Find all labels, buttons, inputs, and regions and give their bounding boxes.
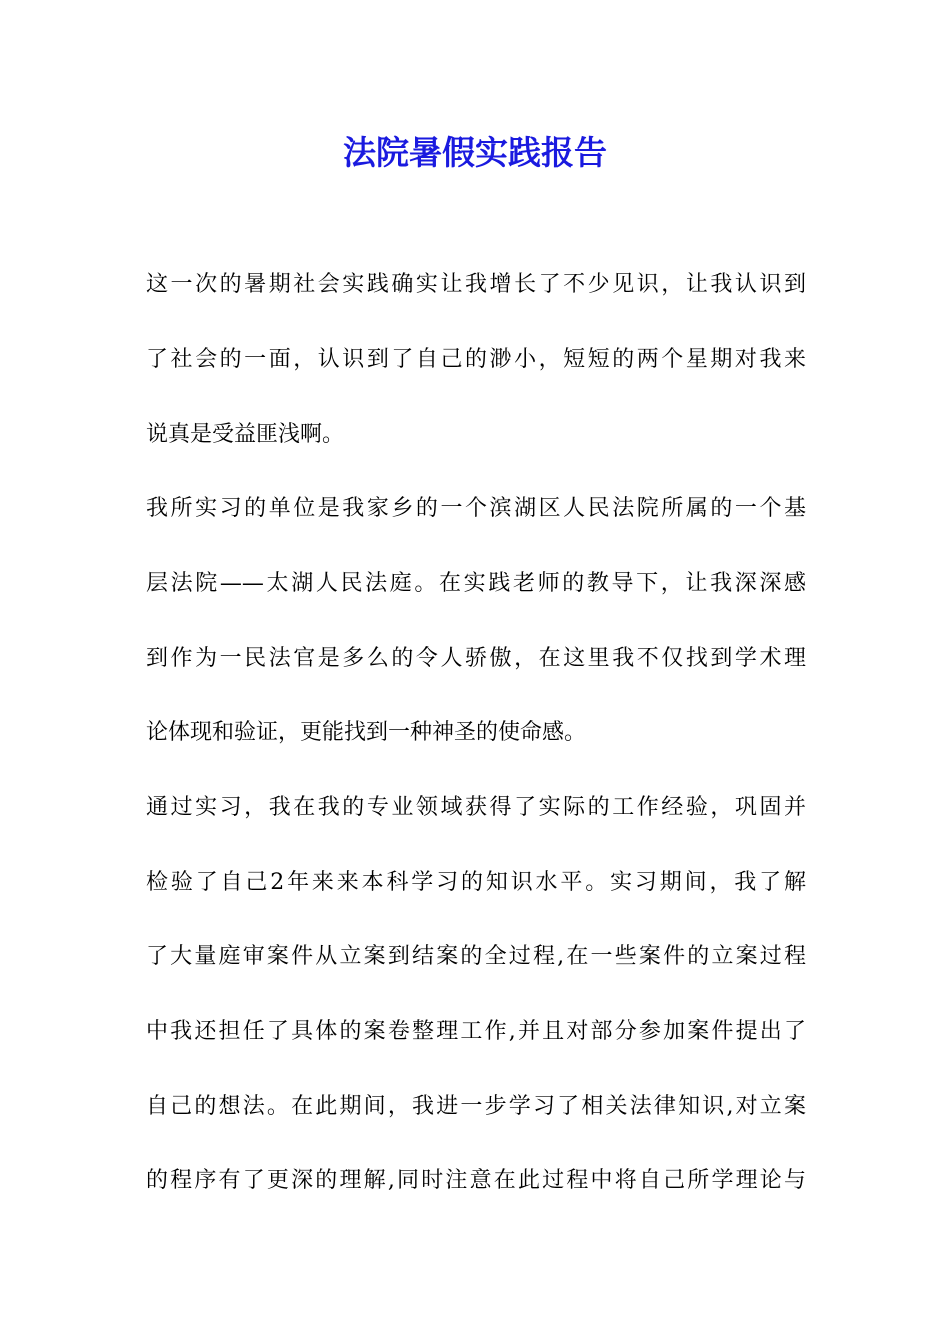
body-line-3: 说真是受益匪浅啊。 bbox=[146, 422, 345, 447]
body-line-7: 论体现和验证，更能找到一种神圣的使命感。 bbox=[146, 720, 587, 745]
body-line-5: 层法院——太湖人民法庭。在实践老师的教导下，让我深深感 bbox=[146, 571, 806, 596]
body-line-11: 中我还担任了具体的案卷整理工作,并且对部分参加案件提出了 bbox=[146, 1019, 806, 1044]
body-line-2: 了社会的一面，认识到了自己的渺小，短短的两个星期对我来 bbox=[146, 347, 806, 372]
body-line-6: 到作为一民法官是多么的令人骄傲，在这里我不仅找到学术理 bbox=[146, 646, 806, 671]
body-line-10: 了大量庭审案件从立案到结案的全过程,在一些案件的立案过程 bbox=[146, 944, 806, 969]
body-line-9: 检验了自己2年来来本科学习的知识水平。实习期间，我了解 bbox=[146, 870, 806, 895]
body-line-4: 我所实习的单位是我家乡的一个滨湖区人民法院所属的一个基 bbox=[146, 496, 806, 521]
body-line-1: 这一次的暑期社会实践确实让我增长了不少见识，让我认识到 bbox=[146, 272, 806, 297]
body-line-12: 自己的想法。在此期间，我进一步学习了相关法律知识,对立案 bbox=[146, 1094, 806, 1119]
body-line-13: 的程序有了更深的理解,同时注意在此过程中将自己所学理论与 bbox=[146, 1168, 806, 1193]
document-title: 法院暑假实践报告 bbox=[343, 133, 607, 172]
body-line-8: 通过实习，我在我的专业领域获得了实际的工作经验，巩固并 bbox=[146, 795, 806, 820]
